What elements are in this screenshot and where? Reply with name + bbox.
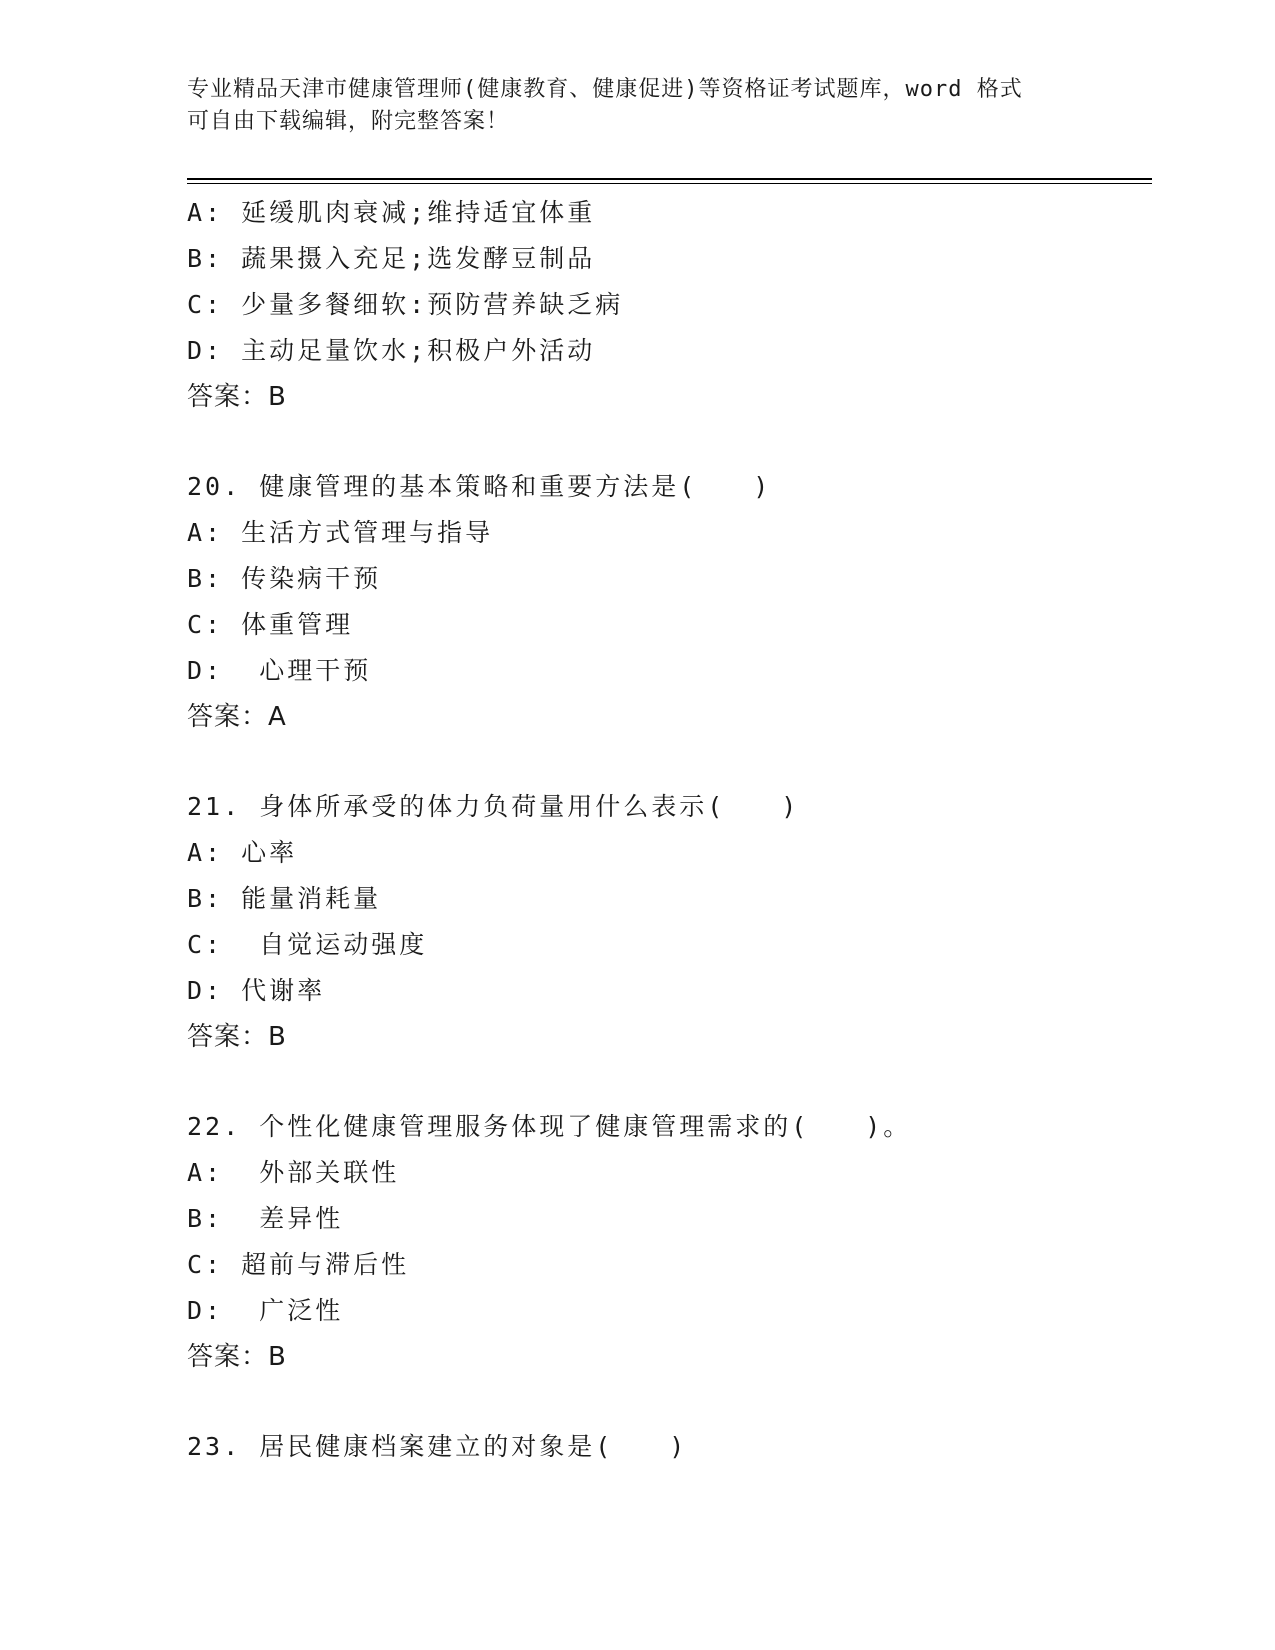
question-text: 23. 居民健康档案建立的对象是( ) bbox=[187, 1432, 688, 1461]
question-block-21 bbox=[187, 784, 1147, 1060]
question-block-22 bbox=[187, 1104, 1147, 1380]
option-a: A: 心率 bbox=[187, 838, 298, 867]
option-b: B: 传染病干预 bbox=[187, 564, 382, 593]
answer-line: 答案：B bbox=[187, 1342, 287, 1372]
option-d: D: 广泛性 bbox=[187, 1296, 344, 1325]
answer-line: 答案：B bbox=[187, 382, 287, 412]
spacer bbox=[187, 740, 1147, 784]
option-c: C: 超前与滞后性 bbox=[187, 1250, 410, 1279]
option-c: C: 自觉运动强度 bbox=[187, 930, 428, 959]
header-divider-thin bbox=[187, 183, 1152, 184]
question-block-19 bbox=[187, 190, 1147, 420]
question-text: 20. 健康管理的基本策略和重要方法是( ) bbox=[187, 472, 772, 501]
option-a: A: 外部关联性 bbox=[187, 1158, 400, 1187]
question-block-23 bbox=[187, 1424, 1147, 1470]
option-d: D: 代谢率 bbox=[187, 976, 326, 1005]
header-line-1: 专业精品天津市健康管理师(健康教育、健康促进)等资格证考试题库，word 格式 bbox=[187, 77, 1023, 102]
option-d: D: 主动足量饮水;积极户外活动 bbox=[187, 336, 596, 365]
spacer bbox=[187, 1380, 1147, 1424]
question-text: 21. 身体所承受的体力负荷量用什么表示( ) bbox=[187, 792, 800, 821]
spacer bbox=[187, 420, 1147, 464]
option-b: B: 蔬果摄入充足;选发酵豆制品 bbox=[187, 244, 596, 273]
question-list bbox=[187, 190, 1147, 1470]
option-c: C: 体重管理 bbox=[187, 610, 354, 639]
answer-line: 答案：B bbox=[187, 1022, 287, 1052]
question-text: 22. 个性化健康管理服务体现了健康管理需求的( )。 bbox=[187, 1112, 912, 1141]
option-d: D: 心理干预 bbox=[187, 656, 372, 685]
answer-line: 答案：A bbox=[187, 702, 287, 732]
spacer bbox=[187, 1060, 1147, 1104]
option-c: C: 少量多餐细软:预防营养缺乏病 bbox=[187, 290, 624, 319]
option-b: B: 能量消耗量 bbox=[187, 884, 382, 913]
document-header bbox=[187, 74, 1087, 138]
question-block-20 bbox=[187, 464, 1147, 740]
option-a: A: 延缓肌肉衰减;维持适宜体重 bbox=[187, 198, 596, 227]
option-a: A: 生活方式管理与指导 bbox=[187, 518, 494, 547]
header-line-2: 可自由下载编辑，附完整答案！ bbox=[187, 109, 510, 134]
header-divider-thick bbox=[187, 178, 1152, 180]
option-b: B: 差异性 bbox=[187, 1204, 344, 1233]
